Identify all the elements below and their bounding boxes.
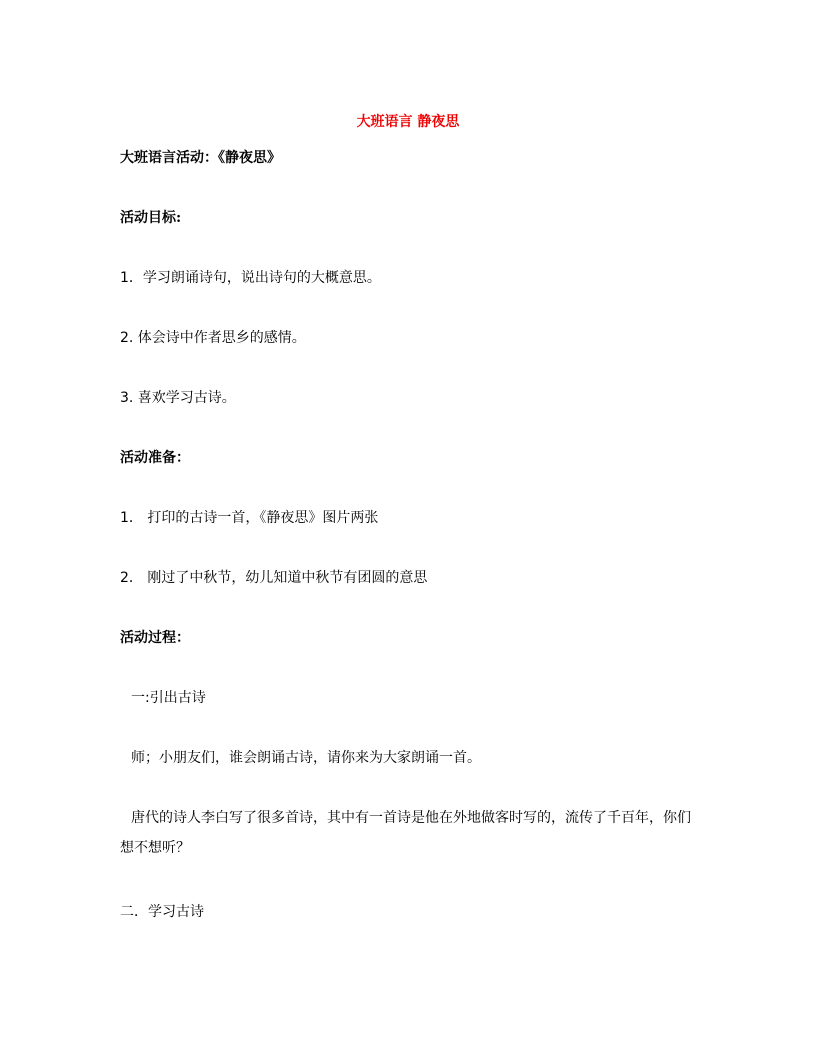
- goals-heading: 活动目标:: [120, 210, 182, 226]
- preparation-heading: 活动准备：: [120, 450, 190, 466]
- teacher-line: 师；小朋友们，谁会朗诵古诗，请你来为大家朗诵一首。: [131, 750, 481, 766]
- preparation-item-1: 1． 打印的古诗一首，《静夜思》图片两张: [120, 510, 379, 526]
- process-heading: 活动过程：: [120, 630, 190, 646]
- goal-item-3: 3. 喜欢学习古诗。: [120, 390, 236, 406]
- goal-item-1: 1．学习朗诵诗句，说出诗句的大概意思。: [120, 270, 381, 286]
- process-step-2: 二．学习古诗: [120, 904, 204, 920]
- preparation-item-2: 2． 刚过了中秋节，幼儿知道中秋节有团圆的意思: [120, 570, 428, 586]
- goal-item-2: 2. 体会诗中作者思乡的感情。: [120, 330, 306, 346]
- process-step-1: 一:引出古诗: [131, 690, 206, 706]
- story-paragraph: 唐代的诗人李白写了很多首诗，其中有一首诗是他在外地做客时写的，流传了千百年，你们想不想听？: [120, 810, 691, 856]
- document-title: 大班语言 静夜思: [356, 114, 460, 130]
- activity-name: 大班语言活动：《静夜思》: [120, 150, 281, 166]
